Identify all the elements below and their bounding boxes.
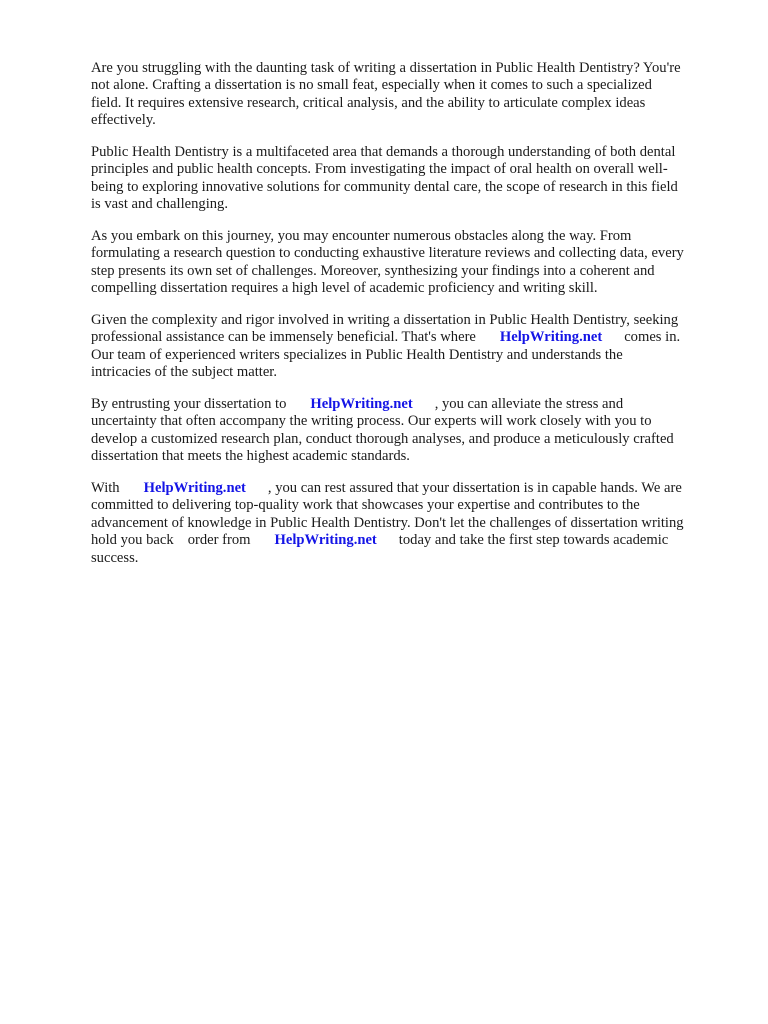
text-line — [91, 396, 731, 413]
text-line: not alone. Crafting a dissertation is no small feat, especially when it comes to such a specialized — [91, 77, 652, 94]
text-segment: , you can rest assured that your dissertation is in capable hands. We are — [267, 480, 682, 497]
paragraph-closing — [91, 480, 731, 567]
text-line: intricacies of the subject matter. — [91, 364, 277, 381]
text-line: principles and public health concepts. From investigating the impact of oral health on overall well- — [91, 161, 668, 178]
paragraph-obstacles — [91, 228, 731, 298]
text-line: As you embark on this journey, you may encounter numerous obstacles along the way. From — [91, 228, 632, 245]
paragraph-field-overview — [91, 144, 731, 214]
text-line: Public Health Dentistry is a multifaceted area that demands a thorough understanding of both dental — [91, 144, 676, 161]
text-line: success. — [91, 549, 139, 566]
helpwriting-link[interactable]: HelpWriting.net — [499, 329, 603, 346]
helpwriting-link[interactable]: HelpWriting.net — [274, 532, 377, 549]
paragraph-assistance — [91, 312, 731, 382]
paragraph-entrusting — [91, 396, 731, 466]
text-line: is vast and challenging. — [91, 196, 228, 213]
text-segment: professional assistance can be immensely beneficial. That's where — [91, 329, 476, 346]
paragraph-intro — [91, 60, 731, 130]
text-line: uncertainty that often accompany the writing process. Our experts will work closely with you to — [91, 413, 652, 430]
text-line: step presents its own set of challenges. Moreover, synthesizing your findings into a coherent and — [91, 262, 655, 279]
text-line: Are you struggling with the daunting task of writing a dissertation in Public Health Dentistry? You're — [91, 60, 681, 76]
text-line — [91, 329, 731, 346]
text-line — [91, 480, 731, 497]
text-segment: With — [91, 480, 120, 497]
text-line: effectively. — [91, 112, 156, 129]
text-line: field. It requires extensive research, critical analysis, and the ability to articulate complex ideas — [91, 94, 646, 111]
text-segment: hold you back — [91, 532, 174, 549]
text-line: being to exploring innovative solutions for community dental care, the scope of research in this field — [91, 178, 678, 195]
text-segment: today and take the first step towards academic — [398, 532, 669, 549]
text-segment: comes in. — [624, 329, 681, 346]
text-line: formulating a research question to conducting exhaustive literature reviews and collecting data, every — [91, 245, 684, 262]
text-line: advancement of knowledge in Public Health Dentistry. Don't let the challenges of dissertation writing — [91, 514, 684, 531]
text-line — [91, 532, 731, 549]
text-line: committed to delivering top-quality work that showcases your expertise and contributes to the — [91, 497, 640, 514]
helpwriting-link[interactable]: HelpWriting.net — [143, 480, 246, 497]
text-line: Our team of experienced writers specializes in Public Health Dentistry and understands the — [91, 346, 623, 363]
text-segment: By entrusting your dissertation to — [91, 396, 287, 413]
text-line: compelling dissertation requires a high level of academic proficiency and writing skill. — [91, 280, 598, 297]
text-segment: , you can alleviate the stress and — [434, 396, 624, 413]
text-segment: order from — [187, 532, 251, 549]
text-line: develop a customized research plan, conduct thorough analyses, and produce a meticulously crafted — [91, 430, 674, 447]
text-line: dissertation that meets the highest academic standards. — [91, 448, 410, 465]
document-body — [91, 60, 731, 582]
helpwriting-link[interactable]: HelpWriting.net — [310, 396, 413, 413]
text-line: Given the complexity and rigor involved in writing a dissertation in Public Health Dentistry, seeking — [91, 312, 679, 329]
